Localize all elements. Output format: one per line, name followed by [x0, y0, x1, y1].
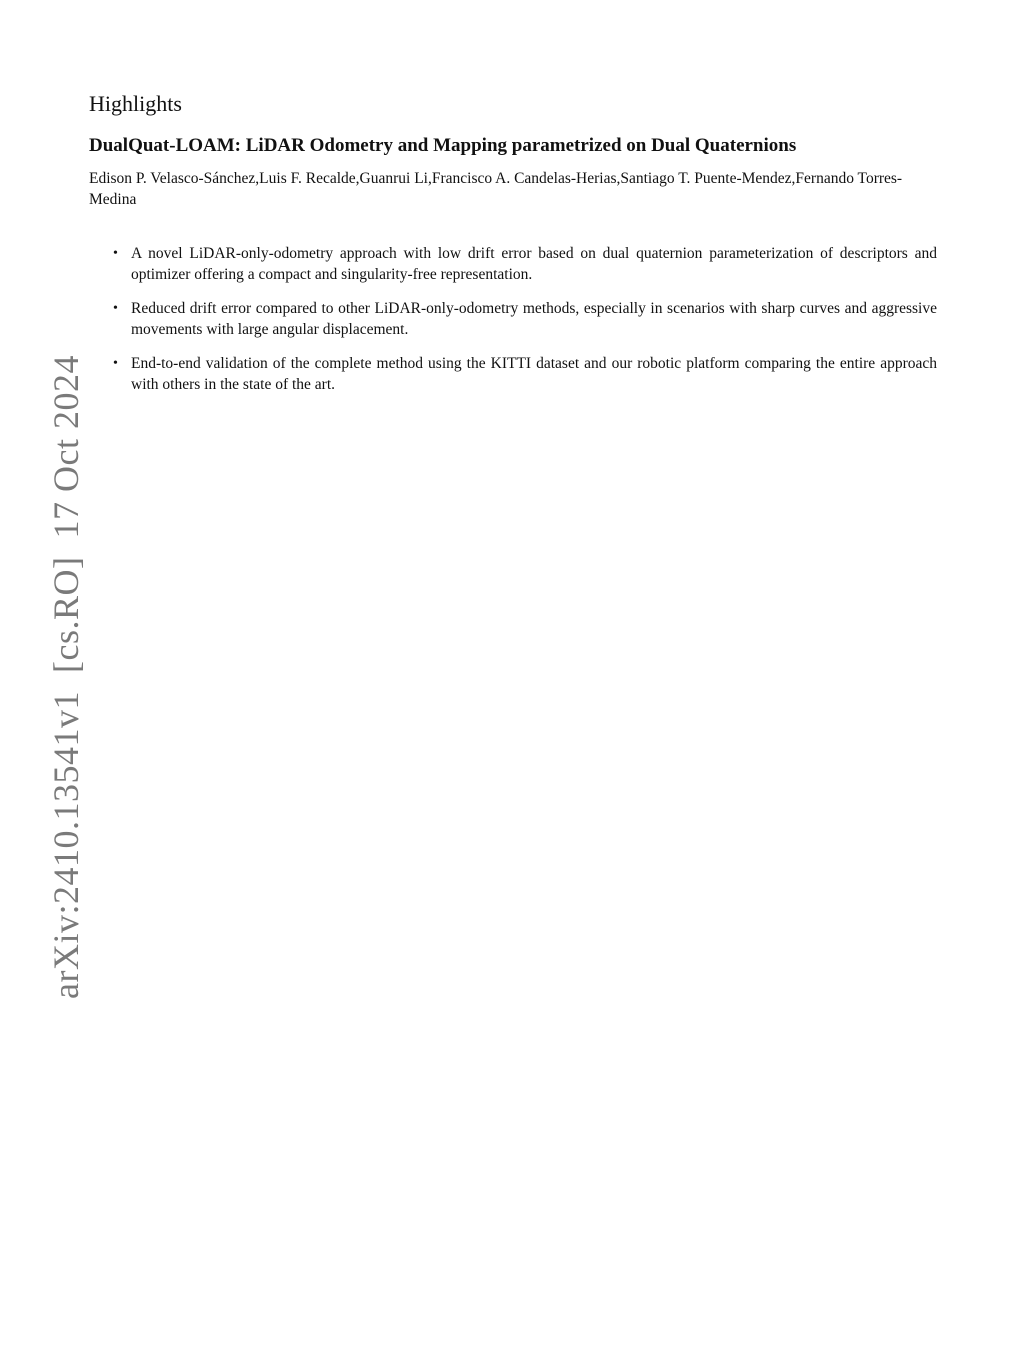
highlights-list — [89, 243, 937, 408]
highlight-item — [89, 243, 937, 285]
bullet-icon: • — [113, 301, 118, 316]
arxiv-category: [cs.RO] — [46, 556, 86, 673]
highlight-text: End-to-end validation of the complete method using the KITTI dataset and our robotic platform comparing the entire approach with others in the state of the art. — [131, 355, 937, 393]
highlight-text: Reduced drift error compared to other LiDAR-only-odometry methods, especially in scenarios with sharp curves and aggressive movements with large angular displacement. — [131, 300, 937, 338]
author-list: Edison P. Velasco-Sánchez,Luis F. Recalde,Guanrui Li,Francisco A. Candelas-Herias,Santiago T. Puente-Mendez,Fernando Torres-Medina — [89, 170, 903, 208]
highlight-text: A novel LiDAR-only-odometry approach with low drift error based on dual quaternion parameterization of descriptors and optimizer offering a compact and singularity-free representation. — [131, 245, 937, 283]
arxiv-id: arXiv:2410.13541v1 — [46, 691, 86, 999]
arxiv-watermark — [45, 337, 87, 999]
bullet-icon: • — [113, 246, 118, 261]
bullet-icon: • — [113, 356, 118, 371]
highlight-item — [89, 298, 937, 340]
paper-title: DualQuat-LOAM: LiDAR Odometry and Mapping parametrized on Dual Quaternions — [89, 135, 797, 156]
highlight-item — [89, 353, 937, 395]
section-heading: Highlights — [89, 91, 182, 116]
arxiv-date: 17 Oct 2024 — [46, 355, 86, 539]
